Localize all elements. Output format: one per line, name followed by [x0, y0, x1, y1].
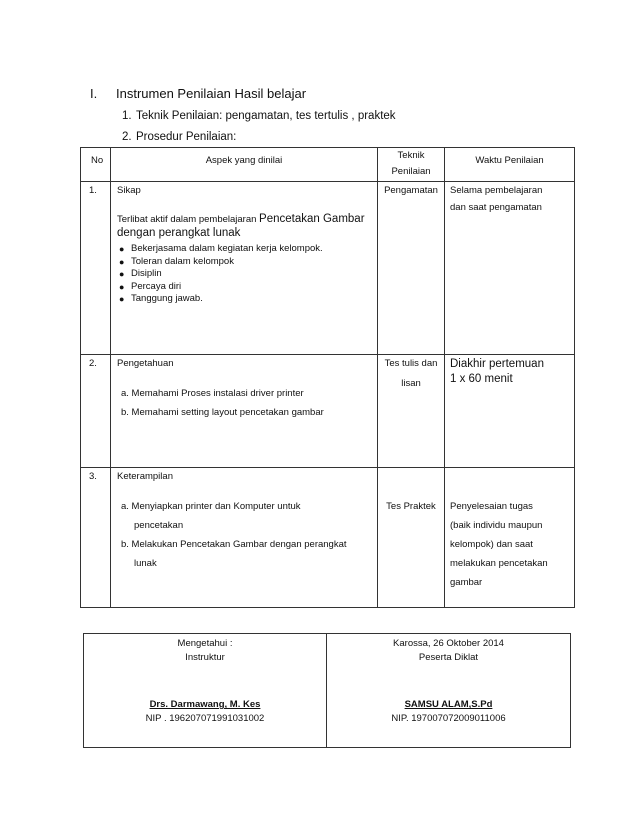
- aspect-intro-continued: dengan perangkat lunak: [117, 227, 241, 239]
- aspect-title: Sikap: [117, 185, 141, 196]
- section-number: I.: [90, 86, 98, 101]
- section-title: Instrumen Penilaian Hasil belajar: [116, 86, 307, 101]
- attitude-list: [117, 243, 323, 306]
- acknowledged-label: Mengetahui :: [177, 638, 233, 649]
- list-item: [117, 293, 323, 306]
- signer-nip: NIP. 197007072009011006: [391, 713, 506, 724]
- aspect-sub-item-continued: pencetakan: [134, 520, 184, 531]
- header-no: No: [91, 155, 104, 166]
- signature-left: [84, 634, 327, 748]
- table-header-row: [81, 148, 575, 182]
- time-line: dan saat pengamatan: [450, 202, 542, 213]
- header-teknik-line2: Penilaian: [391, 166, 431, 177]
- bullet-text: Toleran dalam kelompok: [131, 255, 234, 267]
- time-line: kelompok) dan saat: [450, 539, 533, 550]
- aspect-sub-item-continued: lunak: [134, 558, 157, 569]
- aspect-intro-highlight: Pencetakan Gambar: [259, 213, 365, 225]
- header-waktu: Waktu Penilaian: [475, 155, 544, 166]
- bullet-text: Tanggung jawab.: [131, 293, 203, 304]
- signer-name: SAMSU ALAM,S.Pd: [404, 699, 493, 710]
- row-number: 2.: [89, 358, 97, 369]
- time-line: Diakhir pertemuan: [450, 358, 544, 370]
- list-item: [122, 110, 396, 122]
- time-line: Penyelesaian tugas: [450, 501, 533, 512]
- signature-row: [84, 634, 571, 748]
- signer-nip: NIP . 196207071991031002: [145, 713, 265, 724]
- bullet-icon: ●: [119, 244, 125, 254]
- table-row: [81, 468, 575, 608]
- table-row: [81, 182, 575, 355]
- technique-line: Tes tulis dan: [384, 358, 438, 369]
- bullet-text: Bekerjasama dalam kegiatan kerja kelompok.: [131, 243, 323, 254]
- signature-right: [327, 634, 571, 748]
- assessment-table: [80, 147, 575, 608]
- bullet-text: Percaya diri: [131, 280, 182, 292]
- aspect-intro-text: Terlibat aktif dalam pembelajaran: [117, 214, 257, 225]
- row-number: 3.: [89, 471, 97, 482]
- time-line: gambar: [450, 577, 483, 588]
- role-label: Peserta Diklat: [418, 652, 479, 663]
- aspect-intro: [117, 213, 365, 225]
- list-item-number: 1.: [122, 110, 132, 122]
- signer-name: Drs. Darmawang, M. Kes: [149, 699, 261, 710]
- time-line: 1 x 60 menit: [450, 373, 513, 385]
- header-teknik-line1: Teknik: [397, 150, 425, 161]
- list-item: [117, 281, 323, 294]
- list-item: [117, 268, 323, 281]
- time-line: (baik individu maupun: [450, 520, 543, 531]
- header-aspek: Aspek yang dinilai: [205, 155, 283, 166]
- bullet-icon: ●: [119, 294, 125, 304]
- list-item-text: Prosedur Penilaian:: [136, 131, 237, 143]
- aspect-sub-item: a. Memahami Proses instalasi driver printer: [121, 388, 304, 399]
- aspect-title: Pengetahuan: [117, 358, 174, 369]
- technique: Tes Praktek: [386, 501, 436, 512]
- bullet-text: Disiplin: [131, 268, 162, 279]
- list-item-number: 2.: [122, 131, 132, 143]
- technique-line: lisan: [401, 378, 421, 389]
- list-item: [117, 256, 323, 269]
- list-item: [122, 131, 236, 143]
- bullet-icon: ●: [119, 256, 125, 267]
- aspect-sub-item: b. Memahami setting layout pencetakan gambar: [121, 407, 324, 418]
- time-line: melakukan pencetakan: [450, 558, 548, 569]
- aspect-title: Keterampilan: [117, 471, 173, 482]
- list-item: [117, 243, 323, 256]
- signature-table: [83, 633, 571, 748]
- aspect-sub-item: b. Melakukan Pencetakan Gambar dengan perangkat: [121, 539, 347, 550]
- time-line: Selama pembelajaran: [450, 185, 543, 196]
- role-label: Instruktur: [185, 652, 225, 663]
- technique: Pengamatan: [384, 185, 438, 196]
- aspect-sub-item: a. Menyiapkan printer dan Komputer untuk: [121, 501, 301, 512]
- table-row: [81, 355, 575, 468]
- row-number: 1.: [89, 185, 97, 196]
- bullet-icon: ●: [119, 281, 125, 292]
- section-heading: [90, 86, 306, 101]
- list-item-text: Teknik Penilaian: pengamatan, tes tertulis , praktek: [136, 110, 396, 122]
- bullet-icon: ●: [119, 269, 125, 279]
- place-date: Karossa, 26 Oktober 2014: [393, 638, 504, 649]
